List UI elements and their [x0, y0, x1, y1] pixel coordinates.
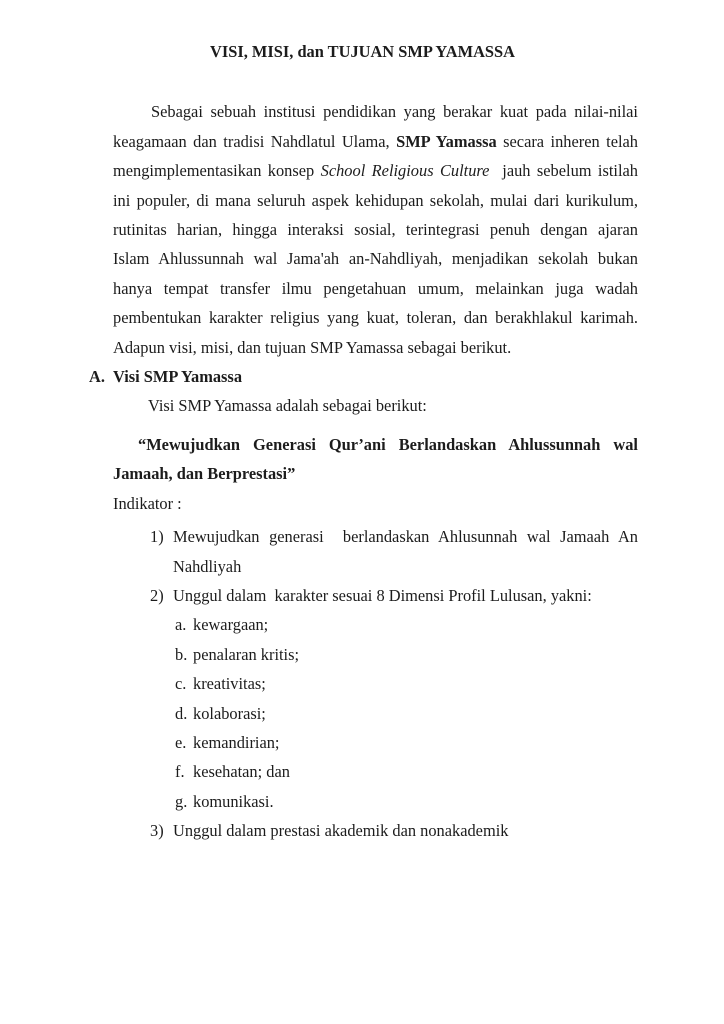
dimension-text: komunikasi. [193, 791, 274, 811]
dimension-item [113, 669, 638, 698]
paragraph-line-9: Adapun visi, misi, dan tujuan SMP Yamassa sebagai berikut. [113, 337, 512, 357]
indicator-item-2 [113, 581, 638, 610]
indicator-2-marker: 2) [150, 585, 164, 605]
school-religious-culture-italic: School Religious Culture [320, 161, 490, 181]
dimension-text: kreativitas; [193, 674, 266, 694]
dimension-text: penalaran kritis; [193, 644, 300, 664]
dimension-marker: d. [175, 703, 188, 723]
dimension-text: kewargaan; [193, 615, 269, 635]
dimension-item [113, 610, 638, 639]
section-a-heading [89, 362, 638, 391]
section-a-title: Visi SMP Yamassa [113, 367, 243, 387]
dimension-text: kolaborasi; [193, 703, 266, 723]
paragraph-line-1: Sebagai sebuah institusi pendidikan yang berakar kuat pada nilai-nilai [151, 102, 638, 122]
dimension-marker: e. [175, 732, 187, 752]
vision-intro: Visi SMP Yamassa adalah sebagai berikut: [148, 396, 427, 416]
paragraph-text: secara inheren telah [496, 131, 639, 151]
dimension-item [113, 787, 638, 816]
dimension-item [113, 699, 638, 728]
indicator-1-line-1: Mewujudkan generasi berlandaskan Ahlusunnah wal Jamaah An [173, 527, 638, 547]
indicator-2-text: Unggul dalam karakter sesuai 8 Dimensi Profil Lulusan, yakni: [173, 585, 592, 605]
section-a-marker: A. [89, 367, 105, 387]
document-title: VISI, MISI, dan TUJUAN SMP YAMASSA [210, 42, 515, 61]
indicator-1-line-2: Nahdliyah [173, 556, 242, 576]
dimension-marker: b. [175, 644, 188, 664]
indicator-3-text: Unggul dalam prestasi akademik dan nonakademik [173, 821, 509, 841]
dimension-text: kesehatan; dan [193, 762, 290, 782]
paragraph-line-3 [113, 156, 638, 185]
indicator-item-3 [113, 816, 638, 845]
vision-line-2: Jamaah, dan Berprestasi” [113, 464, 296, 484]
vision-line-1: “Mewujudkan Generasi Qur’ani Berlandaskan Ahlussunnah wal [138, 434, 638, 454]
paragraph-line-2 [113, 127, 638, 156]
dimension-text: kemandirian; [193, 732, 280, 752]
dimension-item [113, 640, 638, 669]
dimension-marker: c. [175, 674, 187, 694]
indicator-item-1 [113, 522, 638, 581]
paragraph-line-8: pembentukan karakter religius yang kuat, toleran, dan berakhlakul karimah. [113, 308, 638, 328]
indicator-3-marker: 3) [150, 821, 164, 841]
intro-paragraph [113, 97, 638, 362]
school-name-bold: SMP Yamassa [396, 131, 497, 151]
paragraph-line-6: Islam Ahlussunnah wal Jama'ah an-Nahdliyah, menjadikan sekolah bukan [113, 249, 638, 269]
dimension-item [113, 728, 638, 757]
paragraph-line-7: hanya tempat transfer ilmu pengetahuan umum, melainkan juga wadah [113, 278, 638, 298]
paragraph-line-5: rutinitas harian, hingga interaksi sosial, terintegrasi penuh dengan ajaran [113, 220, 638, 240]
dimension-marker: g. [175, 791, 188, 811]
dimension-marker: f. [175, 762, 185, 782]
dimension-item [113, 757, 638, 786]
document-content [89, 37, 639, 846]
paragraph-text: mengimplementasikan konsep [113, 161, 321, 181]
vision-statement [113, 430, 638, 489]
dimension-marker: a. [175, 615, 187, 635]
paragraph-text: jauh sebelum istilah [489, 161, 638, 181]
paragraph-line-4: ini populer, di mana seluruh aspek kehidupan sekolah, mulai dari kurikulum, [113, 190, 638, 210]
indicator-label: Indikator : [113, 493, 182, 513]
paragraph-text: keagamaan dan tradisi Nahdlatul Ulama, [113, 131, 397, 151]
indicator-1-marker: 1) [150, 527, 164, 547]
